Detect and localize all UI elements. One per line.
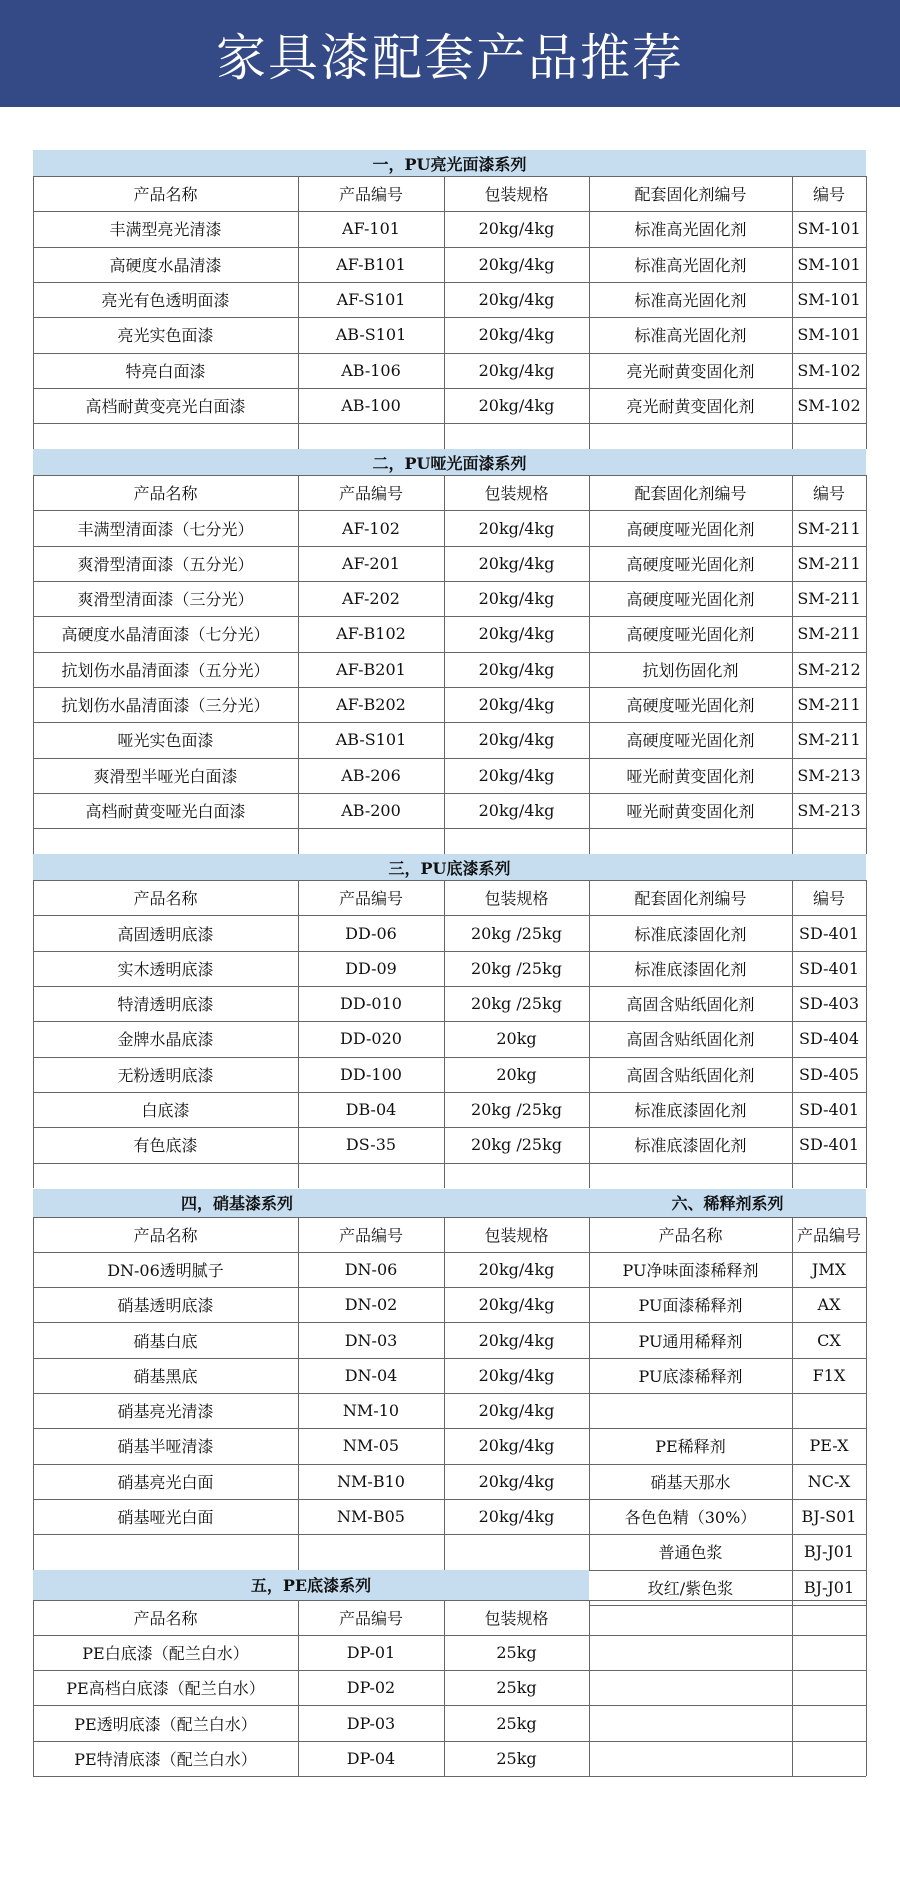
table-cell: DD-09 [345, 958, 397, 978]
table-cell: PU通用稀释剂 [638, 1331, 743, 1351]
table-cell: AB-100 [341, 395, 401, 415]
table-cell: SM-211 [797, 589, 861, 609]
table-rule [866, 475, 867, 854]
table-cell: 20kg/4kg [478, 395, 555, 415]
table-cell: 20kg/4kg [478, 1295, 555, 1315]
table-rule [33, 423, 866, 424]
column-header: 产品编号 [338, 484, 403, 504]
table-cell: 20kg/4kg [478, 219, 555, 239]
table-rule [866, 1217, 867, 1570]
table-cell: 20kg/4kg [478, 730, 555, 750]
table-cell: DN-03 [344, 1330, 398, 1350]
table-cell: 20kg/4kg [478, 659, 555, 679]
table-cell: 20kg [496, 1029, 537, 1049]
table-cell: 25kg [496, 1642, 537, 1662]
table-cell: AX [817, 1295, 841, 1315]
table-cell: SM-102 [797, 360, 861, 380]
table-rule [792, 176, 793, 449]
table-cell: NC-X [807, 1471, 851, 1491]
table-cell: 硝基半哑清漆 [117, 1437, 214, 1457]
table-cell: SD-401 [798, 1135, 860, 1155]
table-cell: 各色色精（30%） [624, 1508, 757, 1528]
table-cell: SM-213 [797, 800, 861, 820]
table-cell: 25kg [496, 1748, 537, 1768]
table-cell: DB-04 [345, 1100, 397, 1120]
table-cell: NM-05 [342, 1436, 400, 1456]
table-cell: PE透明底漆（配兰白水） [74, 1714, 257, 1734]
section-title: 三，PU底漆系列 [33, 854, 866, 880]
table-cell: SD-404 [798, 1029, 860, 1049]
table-cell: 高硬度哑光固化剂 [626, 590, 755, 610]
table-cell: 25kg [496, 1713, 537, 1733]
table-cell: DN-04 [344, 1365, 398, 1385]
table-cell: 硝基亮光白面 [117, 1472, 214, 1492]
column-header: 编号 [812, 484, 845, 504]
table-rule [589, 1605, 866, 1606]
table-cell: 爽滑型清面漆（三分光） [77, 590, 254, 610]
column-header: 产品编号 [338, 1225, 403, 1245]
table-rule [33, 1776, 866, 1777]
table-rule [589, 176, 590, 449]
table-cell: 硝基黑底 [133, 1366, 198, 1386]
table-cell: 爽滑型半哑光白面漆 [93, 766, 238, 786]
table-cell: AF-101 [342, 219, 400, 239]
table-cell: 亮光耐黄变固化剂 [626, 361, 755, 381]
table-cell: 标准底漆固化剂 [634, 1136, 747, 1156]
table-rule [866, 880, 867, 1188]
table-cell: SM-211 [797, 695, 861, 715]
column-header: 产品名称 [133, 185, 198, 205]
section-title: 四，硝基漆系列 [33, 1189, 441, 1217]
table-cell: DD-020 [340, 1029, 402, 1049]
table-cell: AF-S101 [336, 290, 406, 310]
section-title: 五，PE底漆系列 [33, 1570, 589, 1600]
table-cell: 20kg/4kg [478, 553, 555, 573]
table-rule [33, 1163, 866, 1164]
column-header: 编号 [812, 185, 845, 205]
table-cell: F1X [812, 1365, 846, 1385]
table-cell: 高硬度水晶清面漆（七分光） [61, 625, 270, 645]
table-cell: AF-201 [342, 553, 400, 573]
table-cell: 20kg/4kg [478, 290, 555, 310]
table-cell: 高硬度水晶清漆 [109, 255, 222, 275]
table-cell: 亮光耐黄变固化剂 [626, 396, 755, 416]
table-cell: 高固含贴纸固化剂 [626, 1065, 755, 1085]
table-cell: SD-401 [798, 923, 860, 943]
table-cell: 20kg/4kg [478, 589, 555, 609]
table-cell: AF-102 [342, 518, 400, 538]
table-cell: PE高档白底漆（配兰白水） [66, 1679, 265, 1699]
table-cell: 高固含贴纸固化剂 [626, 1030, 755, 1050]
table-cell: DP-02 [346, 1678, 396, 1698]
table-rule [33, 1217, 34, 1570]
table-cell: 20kg [496, 1064, 537, 1084]
table-rule [298, 1600, 299, 1777]
title-banner [0, 0, 900, 107]
section-band-gap [441, 1189, 589, 1217]
table-rule [866, 1570, 867, 1777]
table-cell: 特清透明底漆 [117, 995, 214, 1015]
table-cell: 丰满型亮光清漆 [109, 220, 222, 240]
table-cell: SD-401 [798, 1100, 860, 1120]
table-rule [298, 176, 299, 449]
table-cell: 标准底漆固化剂 [634, 924, 747, 944]
table-cell: 20kg/4kg [478, 254, 555, 274]
table-cell: NM-B05 [337, 1507, 405, 1527]
table-cell: DD-06 [345, 923, 397, 943]
table-cell: AB-200 [341, 800, 401, 820]
table-cell: 硝基透明底漆 [117, 1296, 214, 1316]
table-cell: BJ-J01 [803, 1577, 855, 1597]
table-cell: 20kg /25kg [470, 1100, 563, 1120]
table-cell: 硝基哑光白面 [117, 1508, 214, 1528]
table-cell: 20kg /25kg [470, 923, 563, 943]
table-cell: AF-B101 [336, 254, 406, 274]
column-header: 产品编号 [338, 889, 403, 909]
section-title: 二，PU哑光面漆系列 [33, 449, 866, 475]
table-rule [33, 176, 34, 449]
table-cell: 20kg/4kg [478, 1436, 555, 1456]
table-cell: DN-06透明腻子 [107, 1260, 224, 1280]
table-cell: 标准底漆固化剂 [634, 959, 747, 979]
table-cell: PE稀释剂 [655, 1437, 726, 1457]
table-cell: JMX [811, 1259, 847, 1279]
table-rule [589, 1217, 590, 1570]
table-cell: 高硬度哑光固化剂 [626, 519, 755, 539]
table-rule [33, 1534, 589, 1535]
table-rule [589, 1600, 590, 1777]
column-header: 产品名称 [658, 1225, 723, 1245]
table-cell: DP-01 [346, 1642, 396, 1662]
table-cell: 抗划伤水晶清面漆（五分光） [61, 660, 270, 680]
table-rule [444, 475, 445, 854]
table-cell: SM-101 [797, 325, 861, 345]
column-header: 包装规格 [484, 185, 549, 205]
table-cell: SM-102 [797, 395, 861, 415]
table-cell: 金牌水晶底漆 [117, 1030, 214, 1050]
table-cell: 普通色浆 [658, 1543, 723, 1563]
table-cell: 哑光实色面漆 [117, 731, 214, 751]
table-rule [589, 475, 590, 854]
table-cell: SM-212 [797, 659, 861, 679]
table-cell: 高档耐黄变亮光白面漆 [85, 396, 246, 416]
table-cell: AB-206 [341, 765, 401, 785]
table-cell: 哑光耐黄变固化剂 [626, 766, 755, 786]
table-rule [444, 880, 445, 1188]
table-cell: 硝基白底 [133, 1331, 198, 1351]
table-cell: 高硬度哑光固化剂 [626, 696, 755, 716]
table-cell: 标准高光固化剂 [634, 255, 747, 275]
table-cell: 爽滑型清面漆（五分光） [77, 554, 254, 574]
table-rule [866, 176, 867, 449]
table-cell: BJ-S01 [801, 1507, 857, 1527]
table-cell: SM-213 [797, 765, 861, 785]
table-rule [792, 880, 793, 1188]
table-cell: 无粉透明底漆 [117, 1065, 214, 1085]
column-header: 包装规格 [484, 889, 549, 909]
table-cell: NM-10 [342, 1401, 400, 1421]
table-cell: 白底漆 [141, 1101, 190, 1121]
column-header: 产品名称 [133, 484, 198, 504]
table-cell: 20kg/4kg [478, 624, 555, 644]
table-cell: PE白底漆（配兰白水） [82, 1643, 249, 1663]
table-cell: AF-202 [342, 589, 400, 609]
table-cell: DD-010 [340, 994, 402, 1014]
table-cell: 20kg/4kg [478, 695, 555, 715]
table-cell: 硝基亮光清漆 [117, 1402, 214, 1422]
table-cell: 亮光实色面漆 [117, 326, 214, 346]
column-header: 产品名称 [133, 889, 198, 909]
table-cell: 高档耐黄变哑光白面漆 [85, 801, 246, 821]
table-cell: DD-100 [340, 1064, 402, 1084]
table-cell: 特亮白面漆 [125, 361, 206, 381]
table-rule [33, 828, 866, 829]
table-rule [33, 1600, 34, 1777]
table-cell: 丰满型清面漆（七分光） [77, 519, 254, 539]
table-rule [298, 475, 299, 854]
table-cell [589, 1393, 792, 1428]
table-cell: DN-06 [344, 1259, 398, 1279]
table-cell: 20kg/4kg [478, 1401, 555, 1421]
table-cell: PE-X [809, 1436, 849, 1456]
section-title: 六、稀释剂系列 [589, 1189, 866, 1217]
table-cell: AF-B102 [336, 624, 406, 644]
table-cell: SM-101 [797, 290, 861, 310]
product-table [33, 150, 866, 1860]
table-cell: AB-S101 [335, 730, 407, 750]
table-cell: 标准高光固化剂 [634, 220, 747, 240]
table-cell: 高硬度哑光固化剂 [626, 731, 755, 751]
column-header: 包装规格 [484, 1225, 549, 1245]
table-cell: 20kg /25kg [470, 958, 563, 978]
table-cell: AB-106 [341, 360, 401, 380]
table-rule [444, 176, 445, 449]
table-rule [589, 880, 590, 1188]
table-cell: 20kg/4kg [478, 1365, 555, 1385]
table-rule [298, 880, 299, 1188]
table-cell: SD-405 [798, 1064, 860, 1084]
column-header: 编号 [812, 889, 845, 909]
table-cell: 硝基天那水 [650, 1472, 731, 1492]
table-cell: 抗划伤水晶清面漆（三分光） [61, 696, 270, 716]
column-header: 配套固化剂编号 [634, 185, 747, 205]
table-cell: 20kg/4kg [478, 800, 555, 820]
table-cell: 20kg/4kg [478, 518, 555, 538]
column-header: 产品编号 [338, 1608, 403, 1628]
table-cell: 25kg [496, 1678, 537, 1698]
column-header: 配套固化剂编号 [634, 484, 747, 504]
table-cell: DP-04 [346, 1748, 396, 1768]
table-cell: SD-403 [798, 994, 860, 1014]
table-cell [792, 1393, 866, 1428]
table-cell: 标准高光固化剂 [634, 291, 747, 311]
table-cell: DN-02 [344, 1295, 398, 1315]
table-cell: SM-211 [797, 553, 861, 573]
table-cell: BJ-J01 [803, 1542, 855, 1562]
table-cell: CX [817, 1330, 841, 1350]
table-cell: PU底漆稀释剂 [638, 1366, 743, 1386]
table-cell: 20kg/4kg [478, 1471, 555, 1491]
table-cell: DS-35 [345, 1135, 397, 1155]
table-cell: PU面漆稀释剂 [638, 1296, 743, 1316]
page-title: 家具漆配套产品推荐 [216, 28, 684, 87]
table-cell: 20kg/4kg [478, 1330, 555, 1350]
section-title: 一，PU亮光面漆系列 [33, 150, 866, 176]
table-cell: AF-B202 [336, 695, 406, 715]
column-header: 产品名称 [133, 1608, 198, 1628]
table-rule [792, 1570, 793, 1777]
table-rule [444, 1600, 445, 1777]
table-cell: PE特清底漆（配兰白水） [74, 1749, 257, 1769]
table-cell: AF-B201 [336, 659, 406, 679]
table-rule [298, 1217, 299, 1570]
table-cell: 高固含贴纸固化剂 [626, 995, 755, 1015]
table-cell: 高硬度哑光固化剂 [626, 554, 755, 574]
table-cell: SD-401 [798, 958, 860, 978]
table-cell: 高固透明底漆 [117, 924, 214, 944]
table-cell: SM-211 [797, 624, 861, 644]
table-cell: 实木透明底漆 [117, 959, 214, 979]
table-cell: AB-S101 [335, 325, 407, 345]
table-cell: SM-101 [797, 219, 861, 239]
table-cell: DP-03 [346, 1713, 396, 1733]
table-rule [792, 475, 793, 854]
table-cell: NM-B10 [337, 1471, 405, 1491]
table-cell: 亮光有色透明面漆 [101, 291, 230, 311]
table-rule [444, 1217, 445, 1570]
table-cell: SM-211 [797, 730, 861, 750]
table-cell: 20kg/4kg [478, 1259, 555, 1279]
table-cell: 20kg/4kg [478, 360, 555, 380]
column-header: 产品编号 [796, 1225, 861, 1245]
table-cell: SM-101 [797, 254, 861, 274]
table-cell: 玫红/紫色浆 [647, 1578, 734, 1598]
table-cell: 有色底漆 [133, 1136, 198, 1156]
column-header: 配套固化剂编号 [634, 889, 747, 909]
table-cell: 标准高光固化剂 [634, 326, 747, 346]
table-rule [33, 475, 34, 854]
column-header: 产品编号 [338, 185, 403, 205]
table-cell: 哑光耐黄变固化剂 [626, 801, 755, 821]
table-cell: 标准底漆固化剂 [634, 1101, 747, 1121]
column-header: 包装规格 [484, 1608, 549, 1628]
table-cell: 20kg/4kg [478, 1507, 555, 1527]
table-cell: 抗划伤固化剂 [642, 660, 739, 680]
column-header: 产品名称 [133, 1225, 198, 1245]
table-rule [33, 880, 34, 1188]
table-rule [792, 1217, 793, 1570]
table-cell: SM-211 [797, 518, 861, 538]
table-cell: 20kg/4kg [478, 325, 555, 345]
column-header: 包装规格 [484, 484, 549, 504]
table-cell: 高硬度哑光固化剂 [626, 625, 755, 645]
table-cell: PU净味面漆稀释剂 [622, 1260, 759, 1280]
table-cell: 20kg /25kg [470, 994, 563, 1014]
table-cell: 20kg /25kg [470, 1135, 563, 1155]
table-cell: 20kg/4kg [478, 765, 555, 785]
